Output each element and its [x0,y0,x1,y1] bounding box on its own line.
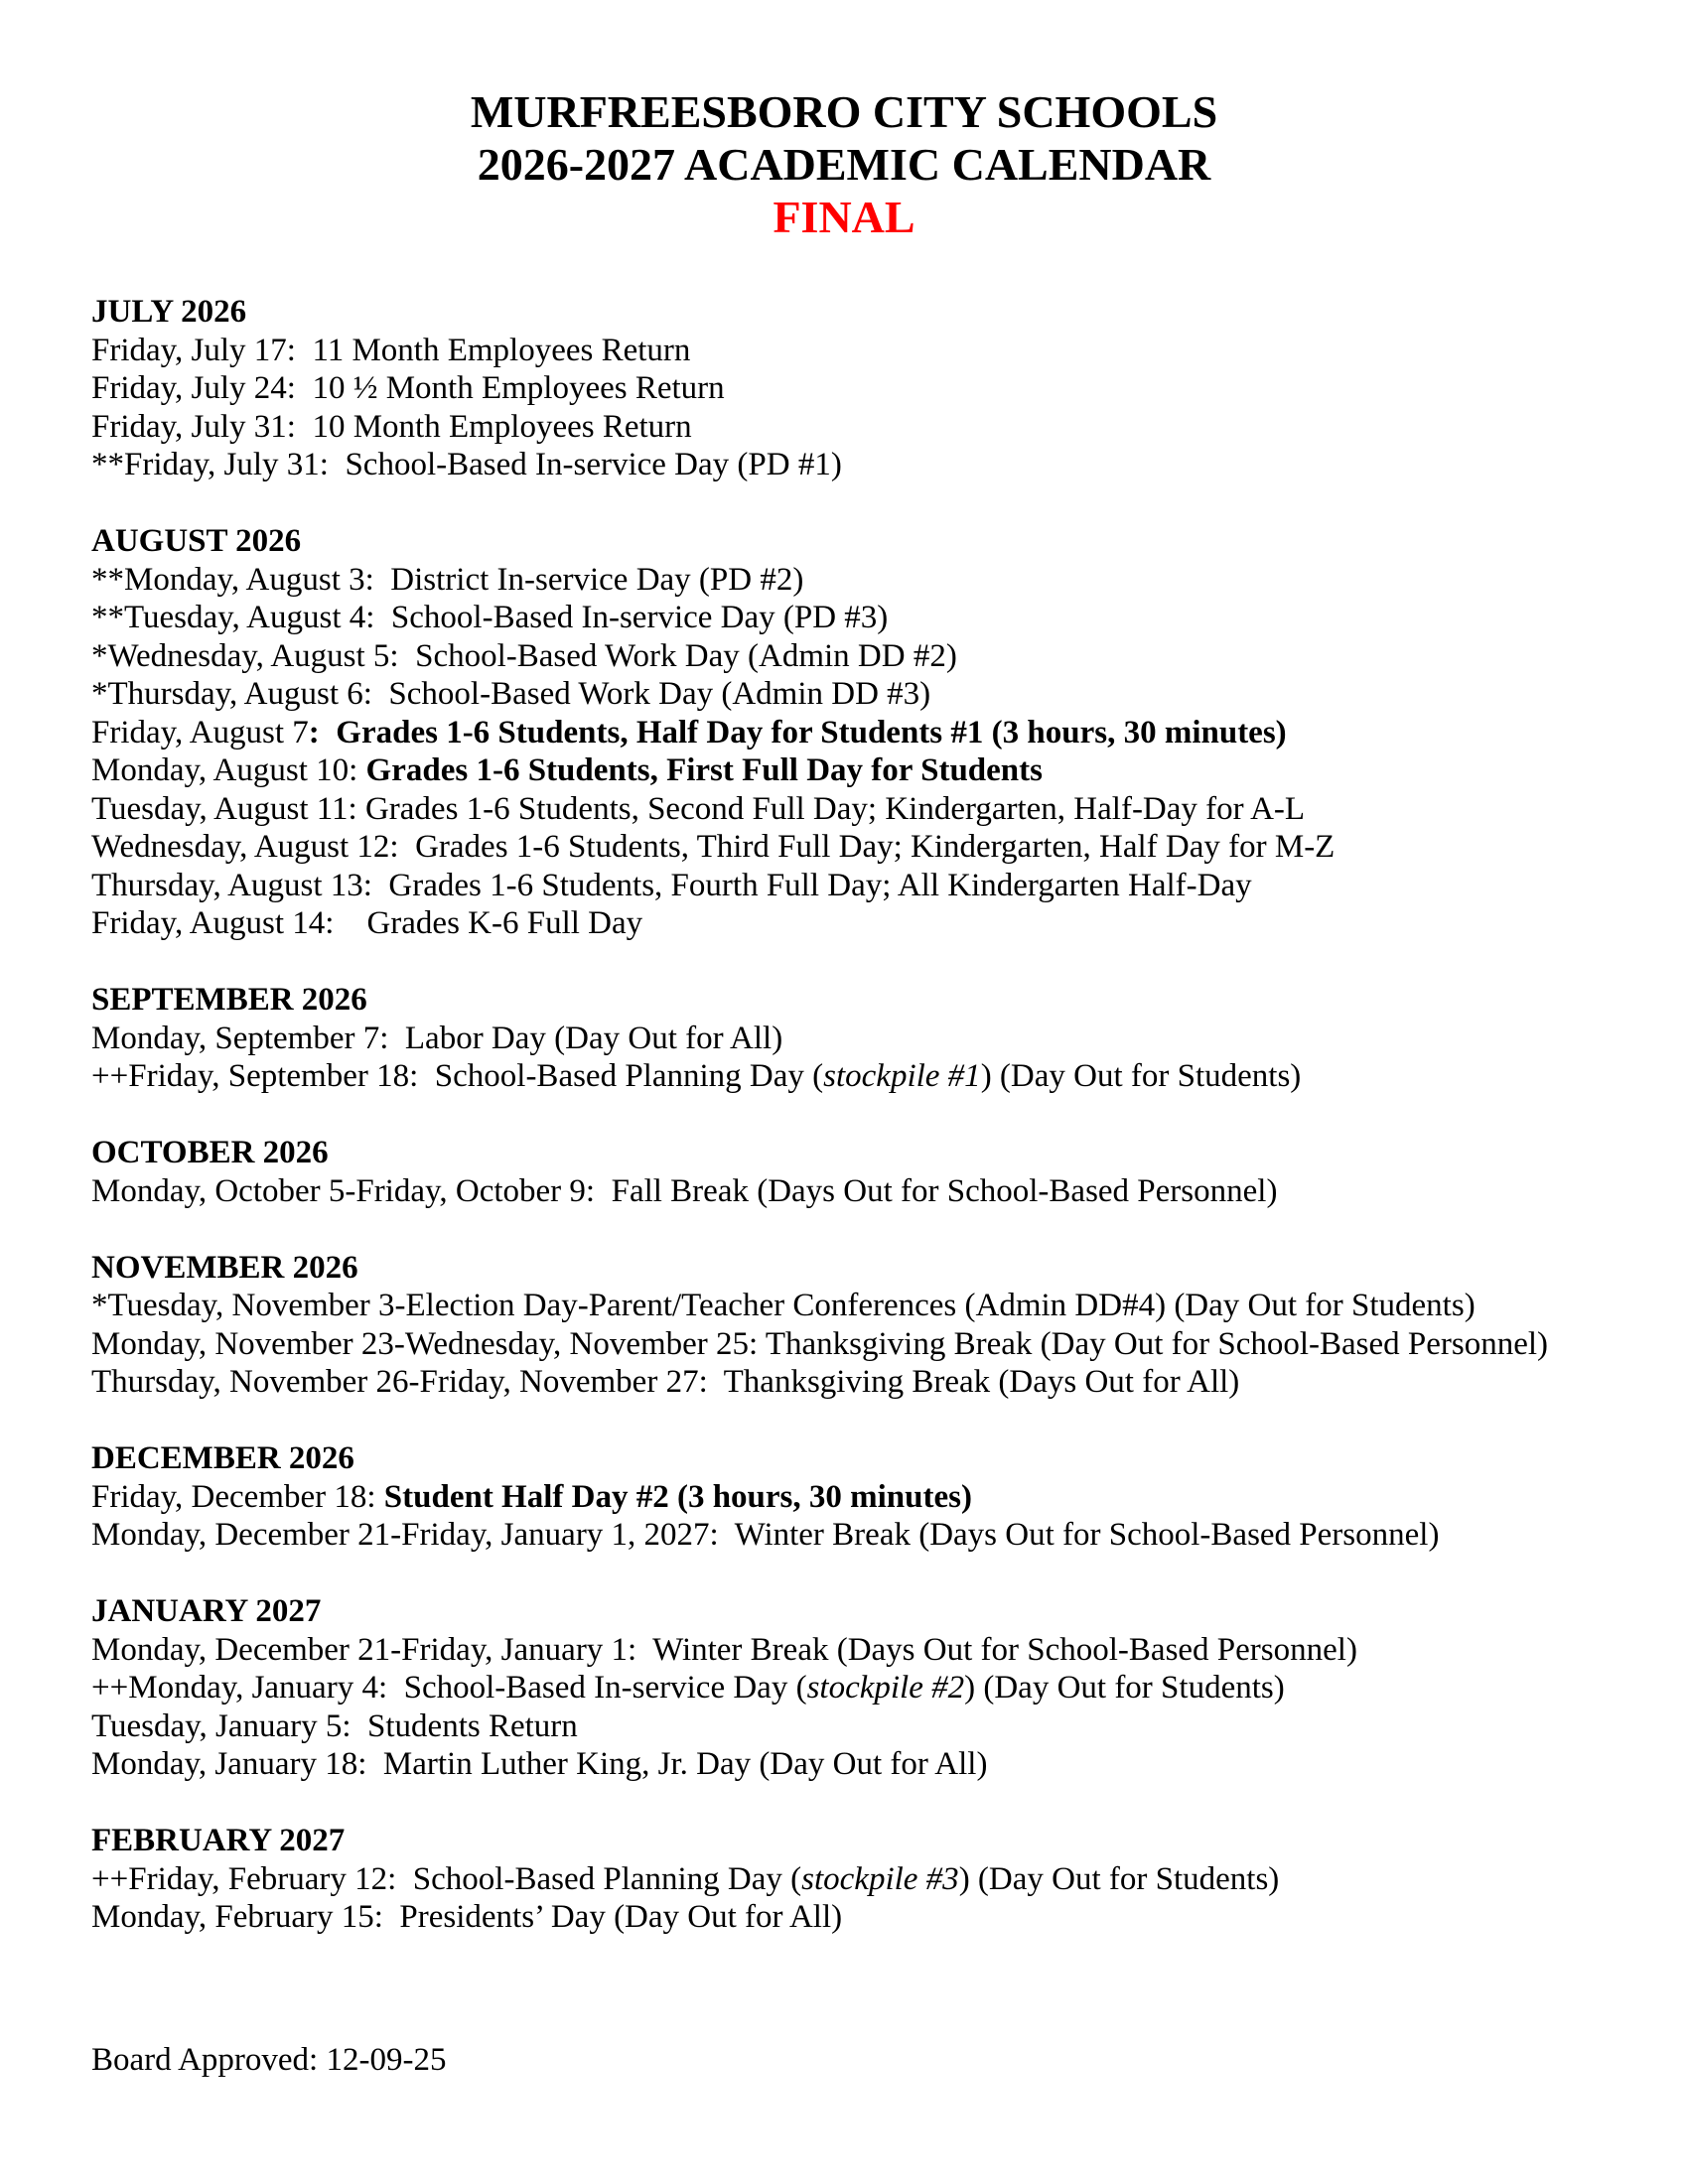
calendar-event-line [91,637,1638,676]
month-section [91,522,1638,943]
event-text-segment: **Friday, July 31: School-Based In-service Day (PD #1) [91,447,842,482]
event-text-segment: Thursday, November 26-Friday, November 27: Thanksgiving Break (Days Out for All) [91,1364,1240,1400]
calendar-event-line [91,561,1638,600]
calendar-event-line [91,332,1638,370]
event-text-segment: **Monday, August 3: District In-service Day (PD #2) [91,561,804,598]
month-heading: NOVEMBER 2026 [91,1249,358,1286]
event-text-segment: Thursday, August 13: Grades 1-6 Students, Fourth Full Day; All Kindergarten Half-Day [91,867,1252,903]
event-text-segment: Monday, December 21-Friday, January 1, 2027: Winter Break (Days Out for School-Based Personnel) [91,1517,1440,1553]
event-text-segment: Tuesday, January 5: Students Return [91,1707,578,1744]
month-section [91,1592,1638,1784]
event-text-segment: *Wednesday, August 5: School-Based Work Day (Admin DD #2) [91,637,957,674]
calendar-event-line [91,1363,1638,1402]
month-section [91,1134,1638,1210]
event-text-segment: ) (Day Out for Students) [980,1058,1302,1094]
month-heading: JULY 2026 [91,294,247,330]
event-text-segment: Monday, January 18: Martin Luther King, Jr. Day (Day Out for All) [91,1746,988,1782]
event-text-segment: Monday, September 7: Labor Day (Day Out for All) [91,1020,783,1056]
month-heading: AUGUST 2026 [91,523,302,559]
calendar-event-line [91,1020,1638,1058]
calendar-event-line [91,1325,1638,1364]
calendar-event-line [91,369,1638,408]
calendar-event-line [91,904,1638,943]
final-status-label: FINAL [773,192,915,242]
event-text-segment: ++Friday, September 18: School-Based Planning Day ( [91,1058,824,1094]
event-text-segment: Monday, November 23-Wednesday, November 25: Thanksgiving Break (Day Out for School-Based Personnel) [91,1325,1549,1362]
event-text-segment: Tuesday, August 11: Grades 1-6 Students, Second Full Day; Kindergarten, Half-Day for A-L [91,790,1306,827]
month-section [91,1439,1638,1555]
event-text-segment: Wednesday, August 12: Grades 1-6 Students, Third Full Day; Kindergarten, Half Day for M-Z [91,829,1336,865]
event-text-segment: Monday, February 15: Presidents’ Day (Day Out for All) [91,1899,843,1935]
event-text-segment: stockpile #3 [801,1860,959,1897]
calendar-event-line [91,675,1638,714]
calendar-event-line [91,1057,1638,1096]
event-text-segment: ) (Day Out for Students) [958,1860,1280,1897]
calendar-event-line [91,1478,1638,1517]
calendar-event-line [91,446,1638,484]
calendar-event-line [91,1172,1638,1211]
event-text-segment: Student Half Day #2 (3 hours, 30 minutes) [383,1478,972,1515]
calendar-event-line [91,1860,1638,1899]
event-text-segment: Friday, July 24: 10 ½ Month Employees Return [91,370,725,406]
calendar-event-line [91,1287,1638,1325]
calendar-sections [0,243,1688,1937]
calendar-event-line [91,867,1638,905]
calendar-event-line [91,599,1638,637]
month-heading: OCTOBER 2026 [91,1135,329,1170]
document-title-block [0,0,1688,243]
event-text-segment: *Thursday, August 6: School-Based Work Day (Admin DD #3) [91,676,931,712]
event-text-segment: *Tuesday, November 3-Election Day-Parent/Teacher Conferences (Admin DD#4) (Day Out for Students) [91,1288,1476,1323]
event-text-segment: Grades 1-6 Students, First Full Day for Students [365,752,1043,788]
calendar-event-line [91,1516,1638,1555]
academic-calendar-title: 2026-2027 ACADEMIC CALENDAR [477,139,1211,190]
event-text-segment: : Grades 1-6 Students, Half Day for Students #1 (3 hours, 30 minutes) [308,714,1287,751]
event-text-segment: stockpile #2 [806,1670,965,1706]
event-text-segment: Monday, August 10: [91,752,366,788]
calendar-event-line [91,790,1638,829]
calendar-event-line [91,714,1638,752]
month-heading: JANUARY 2027 [91,1593,322,1629]
month-heading: SEPTEMBER 2026 [91,982,367,1018]
calendar-event-line [91,1898,1638,1937]
calendar-event-line [91,1745,1638,1784]
calendar-event-line [91,1631,1638,1670]
event-text-segment: Friday, August 7 [91,714,309,751]
event-text-segment: Friday, July 17: 11 Month Employees Return [91,332,691,368]
event-text-segment: Monday, December 21-Friday, January 1: Winter Break (Days Out for School-Based Personnel) [91,1631,1357,1668]
event-text-segment: Friday, December 18: [91,1478,384,1515]
event-text-segment: Monday, October 5-Friday, October 9: Fall Break (Days Out for School-Based Personnel) [91,1172,1278,1209]
month-section [91,293,1638,484]
event-text-segment: Friday, August 14: Grades K-6 Full Day [91,905,643,941]
month-section [91,1249,1638,1402]
calendar-event-line [91,408,1638,447]
calendar-event-line [91,1669,1638,1707]
month-heading: FEBRUARY 2027 [91,1823,346,1858]
event-text-segment: **Tuesday, August 4: School-Based In-service Day (PD #3) [91,600,889,635]
board-approved-note: Board Approved: 12-09-25 [91,2042,447,2078]
school-name-title: MURFREESBORO CITY SCHOOLS [470,86,1218,137]
event-text-segment: ) (Day Out for Students) [964,1670,1285,1706]
event-text-segment: stockpile #1 [823,1058,981,1094]
month-section [91,981,1638,1096]
event-text-segment: Friday, July 31: 10 Month Employees Return [91,408,692,445]
calendar-event-line [91,828,1638,867]
month-section [91,1822,1638,1937]
event-text-segment: ++Monday, January 4: School-Based In-service Day ( [91,1670,807,1706]
calendar-event-line [91,751,1638,790]
month-heading: DECEMBER 2026 [91,1440,354,1476]
event-text-segment: ++Friday, February 12: School-Based Planning Day ( [91,1860,802,1897]
calendar-event-line [91,1707,1638,1746]
